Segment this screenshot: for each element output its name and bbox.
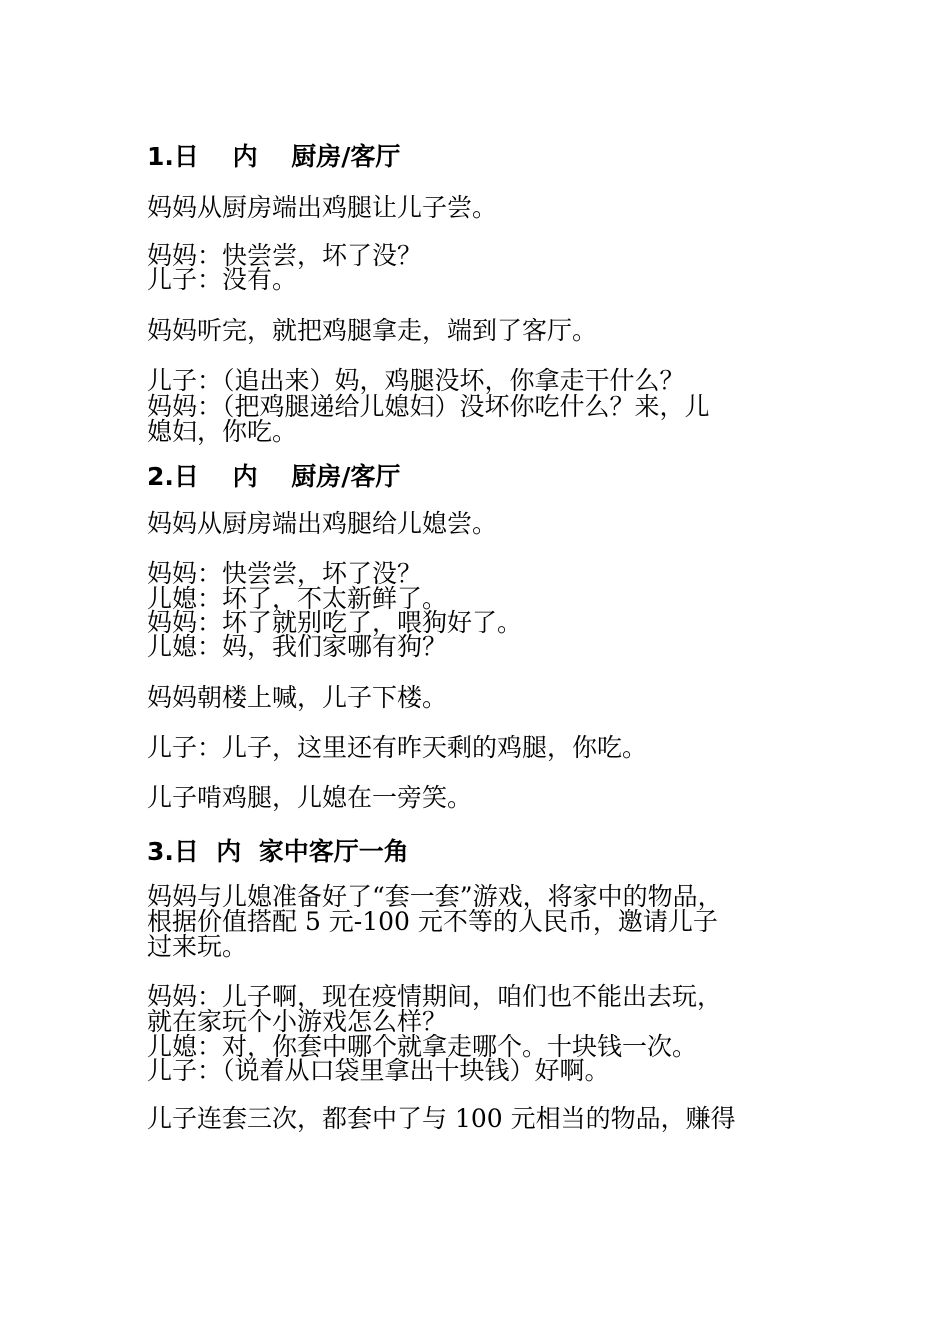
scene-3-line-5: 就在家玩个小游戏怎么样？ <box>147 1007 448 1036</box>
scene-1-line-6: 妈妈：（把鸡腿递给儿媳妇）没坏你吃什么？来，儿 <box>147 392 710 421</box>
scene-3-line-8: 儿子连套三次，都套中了与 100 元相当的物品，赚得 <box>147 1104 736 1133</box>
scene-1-line-3: 儿子：没有。 <box>147 265 298 294</box>
scene-1-heading: 1.日 内 厨房/客厅 <box>147 142 401 171</box>
scene-1-line-5: 儿子：（追出来）妈，鸡腿没坏，你拿走干什么？ <box>147 366 685 395</box>
scene-2-line-1: 妈妈从厨房端出鸡腿给儿媳尝。 <box>147 509 498 538</box>
scene-3-line-6: 儿媳：对，你套中哪个就拿走哪个。十块钱一次。 <box>147 1032 698 1061</box>
scene-3-line-2: 根据价值搭配 5 元-100 元不等的人民币，邀请儿子 <box>147 907 718 936</box>
scene-2-line-4: 妈妈：坏了就别吃了，喂狗好了。 <box>147 608 523 637</box>
scene-1-line-1: 妈妈从厨房端出鸡腿让儿子尝。 <box>147 193 498 222</box>
scene-3-heading: 3.日 内 家中客厅一角 <box>147 837 409 866</box>
scene-2-heading: 2.日 内 厨房/客厅 <box>147 462 401 491</box>
scene-1-line-7: 媳妇，你吃。 <box>147 417 298 446</box>
scene-2-line-3: 儿媳：坏了，不太新鲜了。 <box>147 584 448 613</box>
scene-3-line-1: 妈妈与儿媳准备好了“套一套”游戏，将家中的物品， <box>147 882 723 911</box>
scene-2-line-2: 妈妈：快尝尝，坏了没？ <box>147 559 423 588</box>
scene-3-line-7: 儿子：（说着从口袋里拿出十块钱）好啊。 <box>147 1056 610 1085</box>
scene-2-line-6: 妈妈朝楼上喊，儿子下楼。 <box>147 683 448 712</box>
scene-2-line-7: 儿子：儿子，这里还有昨天剩的鸡腿，你吃。 <box>147 733 648 762</box>
scene-2-line-5: 儿媳：妈，我们家哪有狗？ <box>147 632 448 661</box>
scene-1-line-2: 妈妈：快尝尝，坏了没？ <box>147 241 423 270</box>
scene-3-line-4: 妈妈：儿子啊，现在疫情期间，咱们也不能出去玩， <box>147 982 723 1011</box>
scene-1-line-4: 妈妈听完，就把鸡腿拿走，端到了客厅。 <box>147 316 598 345</box>
scene-2-line-8: 儿子啃鸡腿，儿媳在一旁笑。 <box>147 783 473 812</box>
scene-3-line-3: 过来玩。 <box>147 932 248 961</box>
